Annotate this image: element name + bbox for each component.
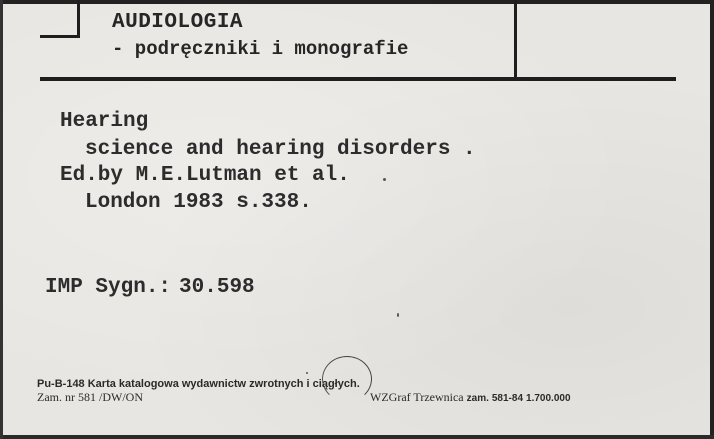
title-line-2: science and hearing disorders . <box>85 138 476 161</box>
imprint-line: London 1983 s.338. <box>85 191 312 214</box>
scan-border-bottom <box>0 435 714 439</box>
header-divider-line <box>40 77 676 81</box>
dust-speck <box>383 178 386 181</box>
title-line-1: Hearing <box>60 110 149 133</box>
scan-border-top <box>0 0 714 4</box>
printer-order-label: zam. <box>466 393 489 404</box>
dust-speck <box>397 313 399 317</box>
header-frame-left-horizontal <box>40 35 80 38</box>
scan-border-left <box>0 0 3 439</box>
card-form-line: Pu-B-148 Karta katalogowa wydawnictw zwrotnych i ciągłych. <box>37 378 360 390</box>
dust-speck <box>306 372 308 374</box>
header-frame-right-vertical <box>514 0 517 80</box>
scan-border-right <box>710 0 714 439</box>
order-number: Zam. nr 581 /DW/ON <box>37 390 143 404</box>
editor-line: Ed.by M.E.Lutman et al. <box>60 164 350 187</box>
header-frame-left-vertical <box>77 0 80 38</box>
printer-order-number: 581-84 <box>491 393 524 404</box>
printer-name: WZGraf Trzewnica <box>370 390 464 404</box>
call-number-label: IMP Sygn.: <box>45 276 172 299</box>
subject-heading: AUDIOLOGIA <box>112 11 244 34</box>
call-number-value: 30.598 <box>179 276 255 299</box>
call-number <box>45 276 255 299</box>
subject-subdivision: - podręczniki i monografie <box>112 38 409 60</box>
print-run: 1.700.000 <box>526 393 571 404</box>
printer-info <box>370 390 571 405</box>
